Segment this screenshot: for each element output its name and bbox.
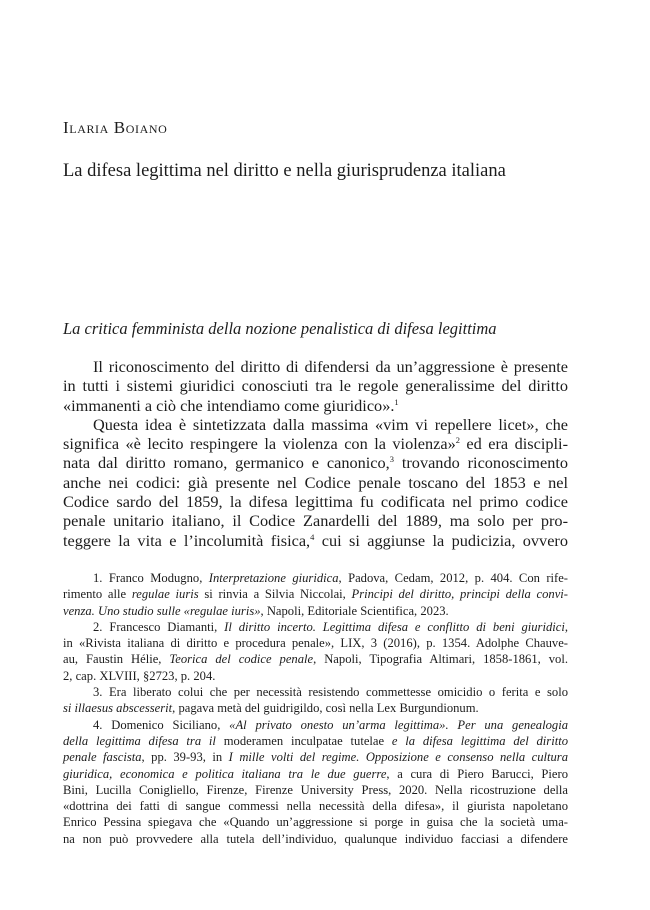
body-line: Questa idea è sintetizzata dalla massima «vim vi repellere licet», che [93,414,568,434]
chapter-title: La difesa legittima nel diritto e nella giurisprudenza italiana [63,161,506,181]
body-line: in tutti i sistemi giuridici conosciuti tra le regole generalissime del diritto [63,376,568,396]
footnote-line: penale fascista, pp. 39-93, in I mille volti del regime. Opposizione e consenso nella cultura [63,750,569,765]
footnote-ref: 2 [455,435,460,446]
body-line: anche nei codici: già presente nel Codice penale toscano del 1853 e nel [63,472,568,492]
footnote-line: 4. Domenico Siciliano, «Al privato onesto un’arma legittima». Per una genealogia [93,717,568,732]
footnote-ref: 4 [310,531,315,542]
footnote-line: «dottrina dei fatti di sangue commessi nella necessità della difesa», il giurista napoletano [63,799,568,814]
footnote-ref: 1 [394,396,399,407]
footnote-line: 1. Franco Modugno, Interpretazione giuridica, Padova, Cedam, 2012, p. 404. Con rife- [93,571,568,585]
footnote-line: della legittima difesa tra il moderamen inculpatae tutelae e la difesa legittima del diritto [63,733,569,748]
author-name: Ilaria Boiano [63,118,168,137]
footnote-line: Bini, Lucilla Conigliello, Firenze, Firenze University Press, 2020. Nella ricostruzione della [63,782,568,797]
footnote-line: Enrico Pessina spiegava che «Quando un’aggressione si porge in guisa che la società uma- [63,815,568,830]
body-line: Codice sardo del 1859, la difesa legittima fu codificata nel primo codice [63,492,568,512]
body-line: penale unitario italiano, il Codice Zanardelli del 1889, ma solo per pro- [63,511,568,531]
footnote-ref: 3 [389,454,394,465]
footnote-line: giuridica, economica e politica italiana tra le due guerre, a cura di Piero Barucci, Piero [63,766,568,781]
footnote-line: au, Faustin Hélie, Teorica del codice penale, Napoli, Tipografia Altimari, 1858-1861, vol. [63,652,568,667]
footnote-line: in «Rivista italiana di diritto e procedura penale», LIX, 3 (2016), p. 1354. Adolphe Chauve- [63,636,568,651]
body-text [63,357,568,550]
footnote-line: 2. Francesco Diamanti, Il diritto incerto. Legittima difesa e conflitto di beni giuridici, [93,619,568,634]
body-line: nata dal diritto romano, germanico e canonico,$^3$ trovando riconoscimento [63,453,568,473]
footnote-line: 3. Era liberato colui che per necessità resistendo commettesse omicidio o ferita e solo [93,685,568,700]
footnote-line: si illaesus abscesserit, pagava metà del guidrigildo, così nella Lex Burgundionum. [63,701,479,716]
footnotes [63,570,568,847]
footnote-line: rimento alle regulae iuris si rinvia a Silvia Niccolai, Principi del diritto, principi della convi- [63,587,568,602]
footnote-line: na non può provvedere alla tutela dell’individuo, qualunque individuo facciasi a difendere [63,831,568,846]
footnote-line: 2, cap. XLVIII, §2723, p. 204. [63,668,216,683]
body-line: «immanenti a ciò che intendiamo come giuridico».$^1$ [63,395,399,415]
section-heading: La critica femminista della nozione penalistica di difesa legittima [63,319,497,338]
footnote-line: venza. Uno studio sulle «regulae iuris», Napoli, Editoriale Scientifica, 2023. [63,603,449,618]
body-line: Il riconoscimento del diritto di difendersi da un’aggressione è presente [93,357,568,376]
body-line: significa «è lecito respingere la violenza con la violenza»$^2$ ed era discipli- [63,434,569,454]
body-line: teggere la vita e l’incolumità fisica,$^4$ cui si aggiunse la pudicizia, ovvero [63,530,568,550]
